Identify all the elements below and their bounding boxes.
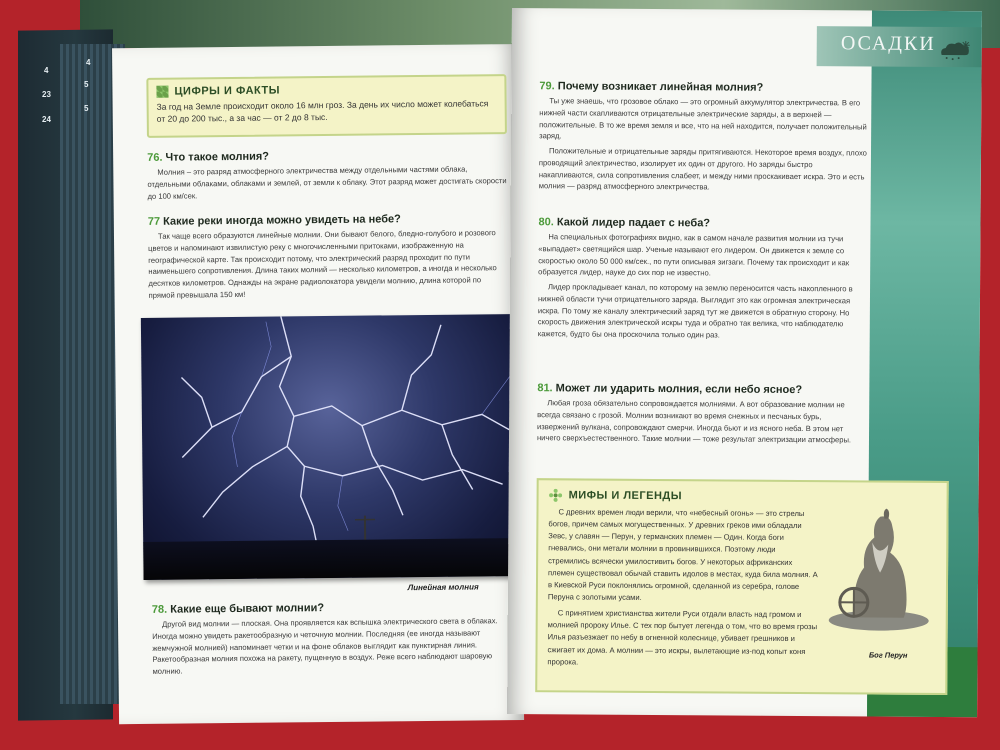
tab-number: 23 (42, 90, 51, 99)
chapter-title: ОСАДКИ (840, 32, 936, 55)
facts-box-heading (156, 82, 496, 98)
section-q77 (148, 212, 509, 301)
q80-text-1: На специальных фотографиях видно, как в самом начале развития молнии из тучи «выпадает» светящийся шар. Ученые называют его лидером. Он движется к земле со скоростью около 50 000 км/сек., по пути описывая зигзаги. Почему так происходит и как образуется лидер, науке до сих пор не известно. (538, 232, 850, 278)
section-q81 (537, 382, 865, 446)
cloud-snow-icon (938, 39, 972, 61)
q81-title: Может ли ударить молния, если небо ясное? (555, 382, 803, 397)
q80-title: Какой лидер падает с неба? (556, 216, 711, 230)
left-page (112, 44, 524, 724)
facts-box-text: За год на Земле происходит около 16 млн гроз. За день их число может колебаться от 20 до 200 тыс., а за час — от 2 до 8 тыс. (156, 98, 489, 124)
q78-title: Какие еще бывают молнии? (170, 602, 325, 616)
myths-text-1: С древних времен люди верили, что «небесный огонь» — это стрелы богов, причем самых могущественных. У древних греков ими обладали Зевс, у славян — Перун, у германских племен — Один. Когда боги гневались, они метали молнии в провинившихся. Поэтому люди стремились всячески умилостивить богов. У некоторых африканских племен существовал обычай ставить идолов в местах, куда била молния. А в Киевской Руси поклонялись огромной, сделанной из серебра, голове Перуна с золотыми усами. (547, 507, 818, 602)
right-page (507, 8, 982, 717)
tab-number: 4 (86, 58, 91, 67)
tab-number: 5 (84, 104, 89, 113)
tab-number: 24 (42, 115, 51, 124)
section-q76 (147, 148, 508, 202)
section-q80 (538, 216, 867, 342)
q77-text: Так чаще всего образуются линейные молнии. Они бывают белого, бледно-голубого и розового цветов и напоминают извилистую реку с многочисленными притоками, изображенную на географической карте. Так происходит потому, что электрический разряд проходит по пути наименьшего сопротивления. Длина таких молний — несколько километров, а иногда и несколько десятков километров. Однажды на экране радиолокатора увидели молнию, длина которой по прямой превышала 150 км! (148, 228, 497, 300)
statue-caption: Бог Перун (868, 650, 908, 660)
q81-number: 81. (537, 382, 553, 395)
q78-number: 78. (151, 603, 168, 616)
q80-text-2: Лидер прокладывает канал, по которому на землю переносится часть накопленного в нижней области тучи отрицательного заряда. Выглядит это как огромная электрическая искра. По тому же каналу электрический заряд тут же движется в обратную сторону. Но скорость движения электрической искры туда и обратно так велика, что наблюдателю кажется, будто бы она проскочила только один раз. (537, 282, 853, 340)
q76-title: Что такое молния? (165, 150, 270, 164)
lightning-photo (141, 314, 519, 580)
section-q79 (539, 80, 868, 194)
q78-text: Другой вид молнии — плоская. Она проявляется как вспышка электрического света в облаках. Иногда можно увидеть ракетообразную и четочную молнии. Последняя (ее иногда называют жемчужной молнией) напоминает четки и на фоне облаков выглядит как пунктирная линия. Ракетообразная молния похожа на ракету, пущенную в воздух. Реже всего наблюдают шаровую молнию. (152, 616, 498, 676)
q77-heading (148, 212, 508, 228)
myths-box (535, 478, 948, 695)
q81-heading (537, 382, 865, 396)
photo-ground-lights (143, 538, 518, 580)
q79-heading (539, 80, 867, 94)
q77-title: Какие реки иногда можно увидеть на небе? (163, 213, 401, 228)
tab-number: 4 (44, 66, 49, 75)
flower-icon (549, 488, 563, 502)
q76-text: Молния – это разряд атмосферного электричества между отдельными частями облака, отдельными облаками, облаками и землей, от земли к облаку. Этот разряд может достигать скорости до 100 км/сек. (147, 164, 507, 201)
q76-heading (147, 148, 507, 164)
facts-box-title: ЦИФРЫ И ФАКТЫ (174, 84, 281, 98)
q78-heading (152, 600, 512, 616)
q76-number: 76. (147, 151, 163, 164)
section-q78 (152, 600, 513, 678)
q79-number: 79. (539, 80, 555, 93)
perun-statue-image (824, 502, 935, 633)
q79-title: Почему возникает линейная молния? (557, 80, 764, 94)
q79-text-1: Ты уже знаешь, что грозовое облако — это огромный аккумулятор электричества. В его нижней части скапливаются отрицательные электрические заряды, а в верхней — положительные. В то же время земля и все, что на ней находится, получает положительный заряд. (539, 96, 867, 141)
tab-number: 5 (84, 80, 89, 89)
q79-text-2: Положительные и отрицательные заряды притягиваются. Некоторое время воздух, плохо проводящий электричество, изолирует их один от другого. Но заряды быстро накапливаются, сила сопротивления слабеет, и между ними проскакивает искра. Это и есть молния — разряд атмосферного электричества. (538, 146, 867, 192)
q80-number: 80. (538, 216, 554, 229)
q81-text: Любая гроза обязательно сопровождается молниями. А вот образование молнии не всегда связано с грозой. Молнии возникают во время снежных и песчаных бурь, извержений вулкана, сопровождают смерчи. Иногда бьют и из ясного неба. В этом нет ничего сверхъестественного. Такие молнии — тоже результат электризации атмосферы. (536, 398, 852, 445)
myths-box-title: МИФЫ И ЛЕГЕНДЫ (568, 489, 683, 503)
photo-caption: Линейная молния (407, 582, 479, 593)
facts-box (146, 74, 507, 138)
q77-number: 77 (147, 215, 161, 228)
myths-text-2: С принятием христианства жители Руси отдали власть над громом и молнией пророку Илье. С тех пор бытует легенда о том, что во время грозы Илья разъезжает по небу в огненной колеснице, убивает грешников и сжигает их дома. А молнии — это искры, вылетающие из-под копыт коня пророка. (547, 608, 818, 667)
grid-icon (156, 86, 168, 98)
q80-heading (538, 216, 866, 230)
